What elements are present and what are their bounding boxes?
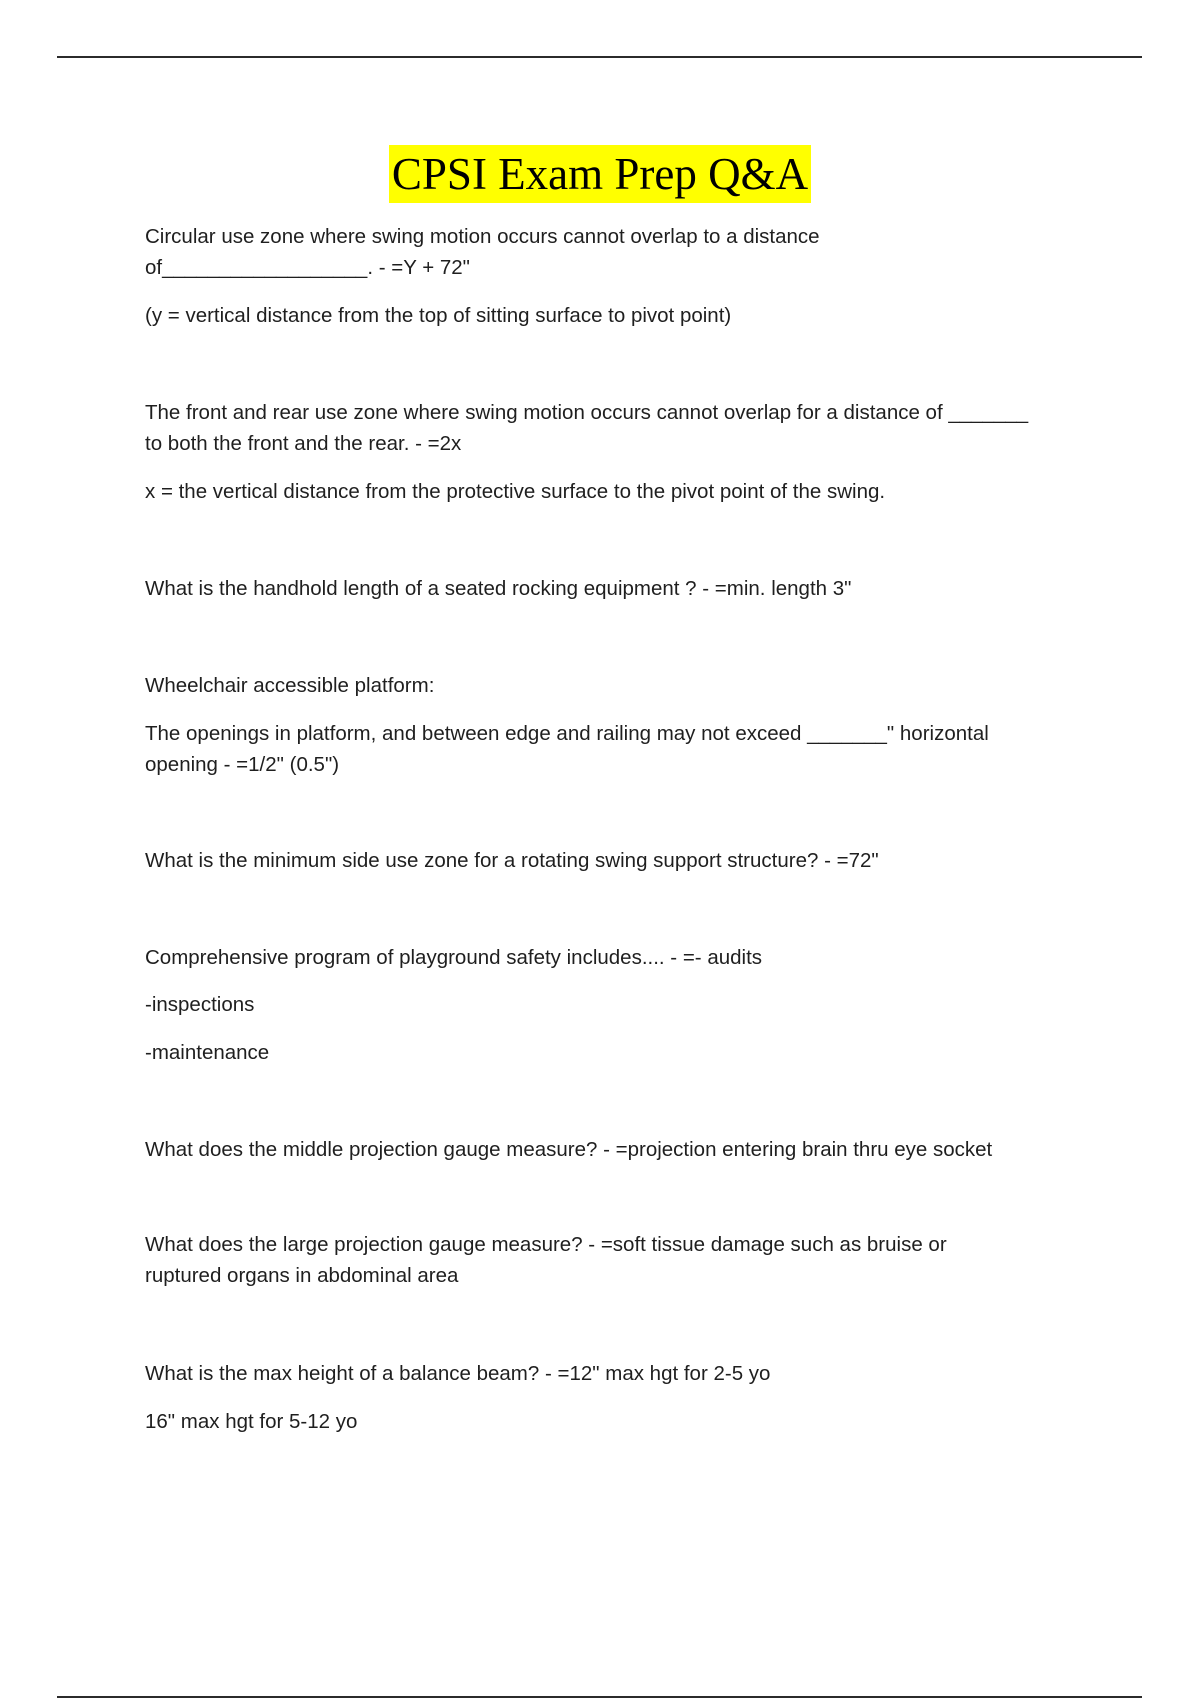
- paragraph-balance-beam-older: 16" max hgt for 5-12 yo: [145, 1410, 358, 1433]
- title-container: [0, 145, 1200, 203]
- paragraph-maintenance: -maintenance: [145, 1041, 270, 1064]
- top-rule: [57, 56, 1142, 58]
- paragraph-large-projection-gauge: What does the large projection gauge measure? - =soft tissue damage such as bruise or ruptured organs in abdominal area: [145, 1233, 947, 1287]
- bottom-rule: [57, 1696, 1142, 1698]
- paragraph-wheelchair-platform: Wheelchair accessible platform:: [145, 674, 435, 697]
- paragraph-safety-program: Comprehensive program of playground safety includes.... - =- audits: [145, 946, 763, 969]
- paragraph-middle-projection-gauge: What does the middle projection gauge measure? - =projection entering brain thru eye socket: [145, 1138, 993, 1161]
- paragraph-y-definition: (y = vertical distance from the top of sitting surface to pivot point): [145, 304, 732, 327]
- paragraph-x-definition: x = the vertical distance from the protective surface to the pivot point of the swing.: [145, 480, 886, 503]
- document-title: CPSI Exam Prep Q&A: [389, 145, 811, 203]
- paragraph-front-rear-use-zone: The front and rear use zone where swing motion occurs cannot overlap for a distance of _______ to both the front and the rear. - =2x: [145, 401, 1029, 455]
- paragraph-inspections: -inspections: [145, 993, 255, 1016]
- paragraph-circular-use-zone: Circular use zone where swing motion occurs cannot overlap to a distance of__________________. - =Y + 72": [145, 225, 820, 279]
- paragraph-balance-beam: What is the max height of a balance beam? - =12" max hgt for 2-5 yo: [145, 1362, 771, 1385]
- paragraph-side-use-zone: What is the minimum side use zone for a rotating swing support structure? - =72": [145, 849, 879, 872]
- paragraph-handhold-length: What is the handhold length of a seated rocking equipment ? - =min. length 3": [145, 577, 852, 600]
- paragraph-platform-openings: The openings in platform, and between edge and railing may not exceed _______" horizontal opening - =1/2" (0.5"): [145, 722, 989, 776]
